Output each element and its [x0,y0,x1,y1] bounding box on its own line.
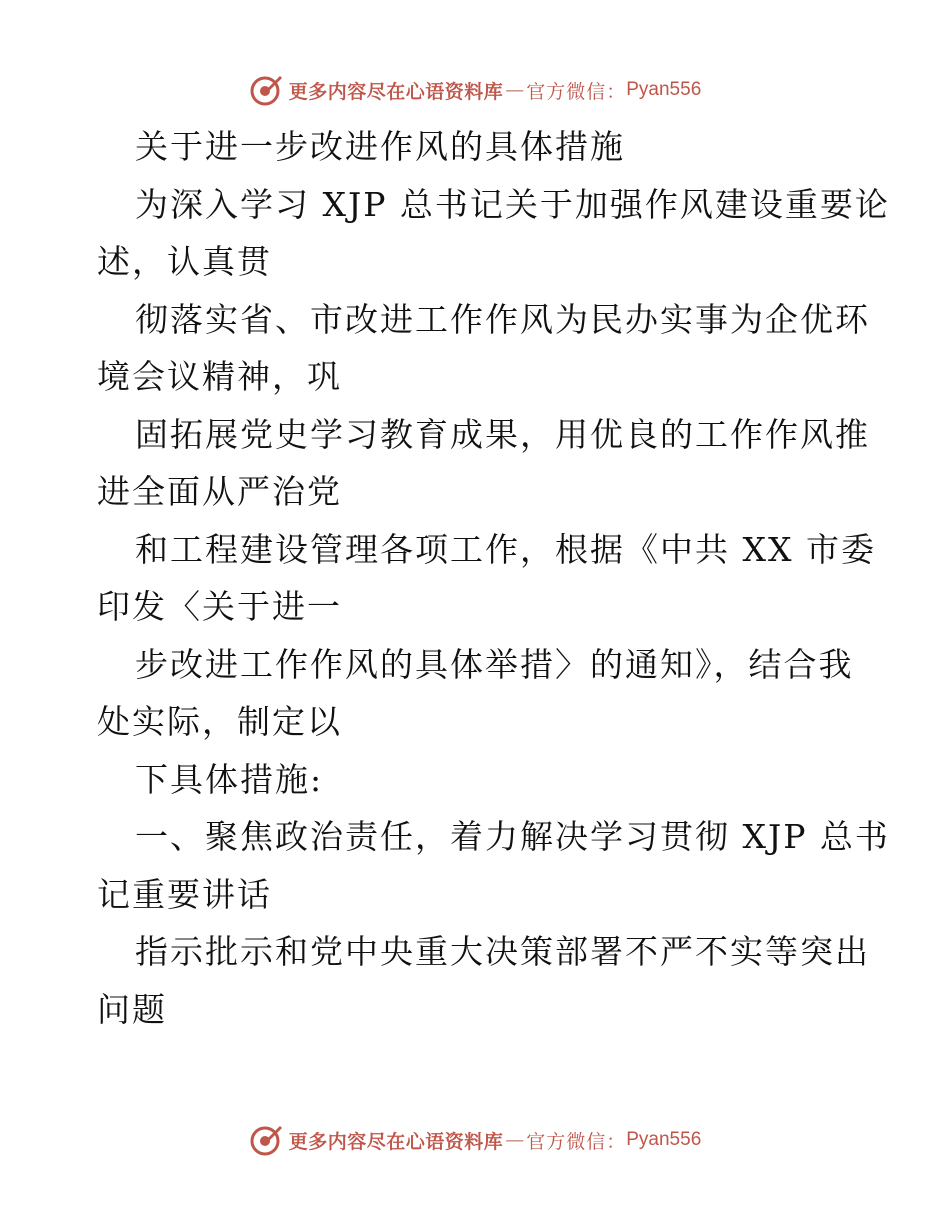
text-line: 问题 [97,989,167,1029]
text-line: 处实际，制定以 [97,702,342,741]
document-body [97,118,890,1038]
header-watermark [0,70,950,110]
text-line: 为深入学习 XJP 总书记关于加强作风建设重要论 [135,184,890,224]
text-line: 述，认真贯 [97,242,272,281]
watermark-dash: — [505,1129,525,1151]
watermark-wechat-label: 官方微信： [526,1130,627,1153]
watermark-main-text: 更多内容尽在心语资料库 [288,80,504,103]
text-line: 固拓展党史学习教育成果，用优良的工作作风推 [135,414,870,454]
text-line: 进全面从严治党 [97,472,342,511]
section-heading-line: 一、聚焦政治责任，着力解决学习贯彻 XJP 总书 [135,817,890,856]
pen-logo-icon [249,1123,283,1157]
watermark-dash: — [505,79,525,101]
text-line: 彻落实省、市改进工作作风为民办实事为企优环 [135,299,870,339]
text-line: 和工程建设管理各项工作，根据《中共 XX 市委 [135,529,876,569]
footer-watermark [0,1120,950,1160]
watermark-wechat-id: Pyan556 [626,79,702,100]
watermark-wechat-label: 官方微信： [526,80,627,103]
text-line: 境会议精神，巩 [97,357,342,396]
watermark-main-text: 更多内容尽在心语资料库 [288,1130,504,1153]
text-line: 步改进工作作风的具体举措〉的通知》，结合我 [135,644,854,684]
text-line: 下具体措施: [135,759,324,799]
section-heading-line: 记重要讲话 [97,874,272,914]
text-line: 指示批示和党中央重大决策部署不严不实等突出 [135,932,870,971]
doc-title: 关于进一步改进作风的具体措施 [135,127,625,166]
watermark-wechat-id: Pyan556 [626,1129,702,1150]
text-line: 印发〈关于进一 [97,587,342,626]
pen-logo-icon [249,73,283,107]
